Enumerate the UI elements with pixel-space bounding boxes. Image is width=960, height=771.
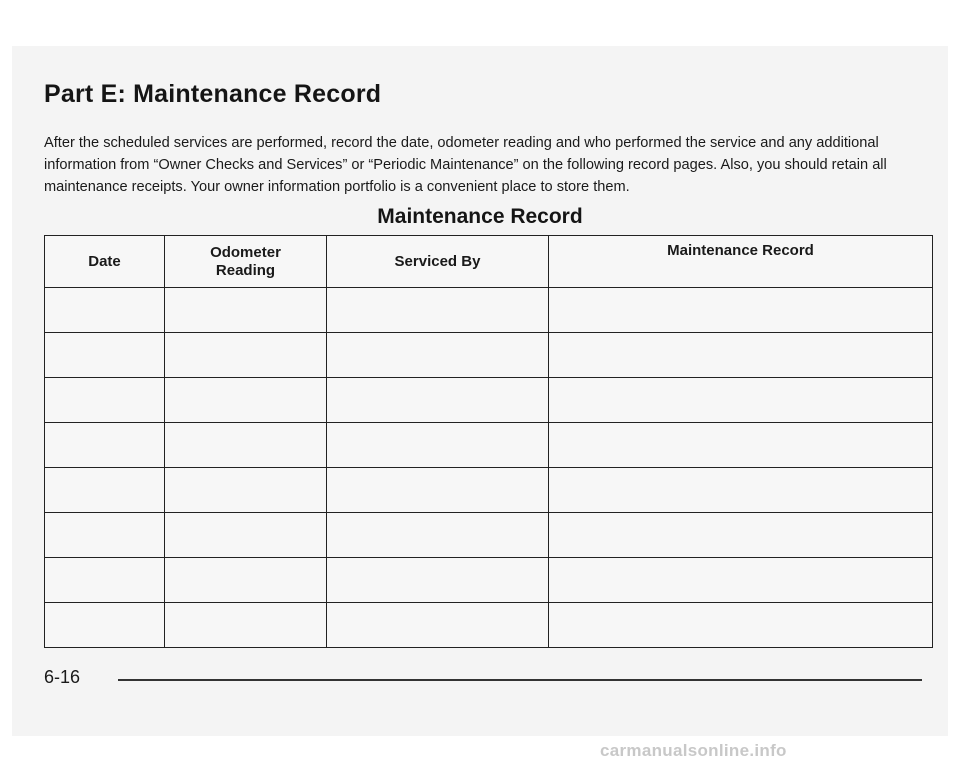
column-header-serviced-by: Serviced By bbox=[327, 236, 549, 288]
date-cell bbox=[45, 468, 165, 513]
table-body bbox=[45, 288, 933, 648]
column-header-maintenance-record: Maintenance Record bbox=[549, 236, 933, 288]
serviced-by-cell bbox=[327, 513, 549, 558]
table-header-row bbox=[45, 236, 933, 288]
table-row bbox=[45, 468, 933, 513]
table-row bbox=[45, 288, 933, 333]
footer-rule bbox=[118, 679, 922, 681]
date-cell bbox=[45, 558, 165, 603]
odometer-header-line1: Odometer bbox=[210, 243, 281, 261]
odometer-cell bbox=[165, 378, 327, 423]
page-number: 6-16 bbox=[44, 667, 81, 687]
odometer-cell bbox=[165, 603, 327, 648]
table-title: Maintenance Record bbox=[377, 205, 583, 228]
date-cell bbox=[45, 513, 165, 558]
maintenance-record-cell bbox=[549, 288, 933, 333]
serviced-by-cell bbox=[327, 333, 549, 378]
watermark: carmanualsonline.info bbox=[600, 741, 787, 760]
date-cell bbox=[45, 423, 165, 468]
maintenance-record-cell bbox=[549, 423, 933, 468]
serviced-by-cell bbox=[327, 468, 549, 513]
odometer-cell bbox=[165, 513, 327, 558]
column-header-odometer-reading bbox=[165, 236, 327, 288]
serviced-by-cell bbox=[327, 558, 549, 603]
maintenance-record-cell bbox=[549, 513, 933, 558]
table-row bbox=[45, 558, 933, 603]
maintenance-record-cell bbox=[549, 468, 933, 513]
table-row bbox=[45, 513, 933, 558]
serviced-by-cell bbox=[327, 603, 549, 648]
maintenance-record-table bbox=[44, 235, 933, 648]
date-cell bbox=[45, 333, 165, 378]
odometer-cell bbox=[165, 468, 327, 513]
odometer-header-line2: Reading bbox=[215, 261, 276, 279]
odometer-cell bbox=[165, 423, 327, 468]
intro-paragraph: After the scheduled services are performed, record the date, odometer reading and who performed the service and any additional information from “Owner Checks and Services” or “Periodic Maintenance” on the following record pages. Also, you should retain all maintenance receipts. Your owner information portfolio is a convenient place to store them. bbox=[44, 135, 887, 195]
maintenance-record-cell bbox=[549, 603, 933, 648]
serviced-by-cell bbox=[327, 423, 549, 468]
serviced-by-cell bbox=[327, 288, 549, 333]
date-cell bbox=[45, 378, 165, 423]
odometer-cell bbox=[165, 333, 327, 378]
section-title: Part E: Maintenance Record bbox=[44, 80, 382, 108]
odometer-cell bbox=[165, 558, 327, 603]
date-cell bbox=[45, 288, 165, 333]
table-row bbox=[45, 378, 933, 423]
table-row bbox=[45, 333, 933, 378]
maintenance-record-cell bbox=[549, 378, 933, 423]
date-cell bbox=[45, 603, 165, 648]
odometer-cell bbox=[165, 288, 327, 333]
column-header-date: Date bbox=[45, 236, 165, 288]
table-row bbox=[45, 423, 933, 468]
serviced-by-cell bbox=[327, 378, 549, 423]
maintenance-record-cell bbox=[549, 333, 933, 378]
maintenance-record-cell bbox=[549, 558, 933, 603]
table-row bbox=[45, 603, 933, 648]
